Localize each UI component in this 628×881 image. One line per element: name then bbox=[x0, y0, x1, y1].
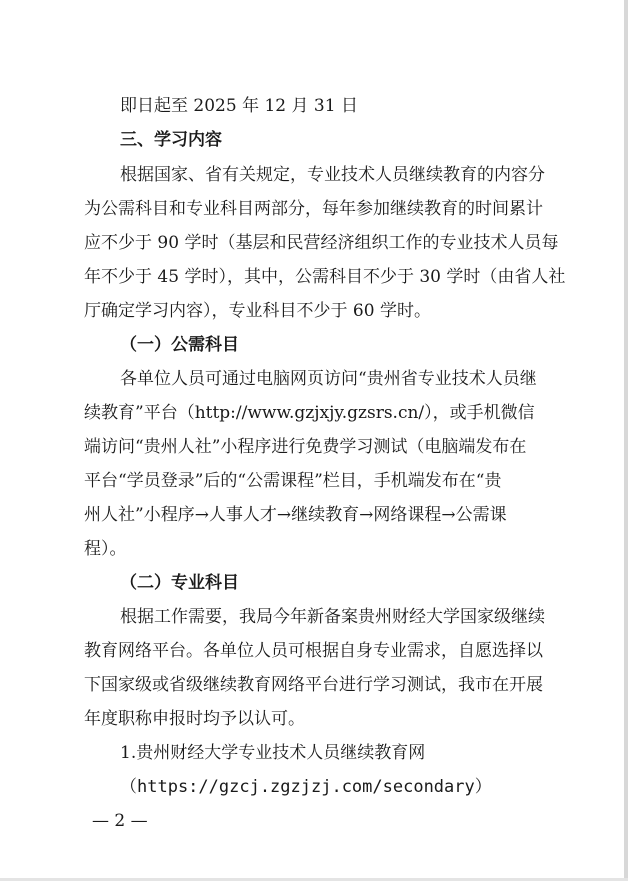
paragraph-line: 端访问“贵州人社”小程序进行免费学习测试（电脑端发布在 bbox=[84, 437, 527, 457]
paragraph-line: 程）。 bbox=[84, 539, 127, 559]
paragraph-line: 根据工作需要，我局今年新备案贵州财经大学国家级继续 bbox=[120, 607, 545, 627]
paragraph-line: 年度职称申报时均予以认可。 bbox=[84, 709, 305, 729]
list-item-title: 1.贵州财经大学专业技术人员继续教育网 bbox=[120, 743, 426, 763]
paragraph-line: 下国家级或省级继续教育网络平台进行学习测试，我市在开展 bbox=[84, 675, 543, 695]
page-number: — 2 — bbox=[92, 811, 148, 831]
paragraph-line: 续教育”平台（http://www.gzjxjy.gzsrs.cn/），或手机微信 bbox=[84, 403, 535, 423]
paragraph-line: 为公需科目和专业科目两部分，每年参加继续教育的时间累计 bbox=[84, 199, 543, 219]
paragraph-line: 各单位人员可通过电脑网页访问“贵州省专业技术人员继 bbox=[120, 369, 537, 389]
date-range-line: 即日起至 2025 年 12 月 31 日 bbox=[120, 96, 358, 116]
paragraph-line: 州人社”小程序→人事人才→继续教育→网络课程→公需课 bbox=[84, 505, 507, 525]
paragraph-line: 应不少于 90 学时（基层和民营经济组织工作的专业技术人员每 bbox=[84, 233, 559, 253]
subheading-public-subjects: （一）公需科目 bbox=[120, 335, 239, 355]
paragraph-line: 厅确定学习内容），专业科目不少于 60 学时。 bbox=[84, 301, 431, 321]
paragraph-line: 根据国家、省有关规定，专业技术人员继续教育的内容分 bbox=[120, 165, 545, 185]
list-item-url: （https://gzcj.zgzjzj.com/secondary） bbox=[120, 777, 492, 797]
section-heading-study-content: 三、学习内容 bbox=[120, 130, 222, 150]
paragraph-line: 年不少于 45 学时），其中，公需科目不少于 30 学时（由省人社 bbox=[84, 267, 566, 287]
page-edge-shadow bbox=[624, 0, 628, 881]
paragraph-line: 平台“学员登录”后的“公需课程”栏目，手机端发布在“贵 bbox=[84, 471, 502, 491]
paragraph-line: 教育网络平台。各单位人员可根据自身专业需求，自愿选择以 bbox=[84, 641, 543, 661]
subheading-professional-subjects: （二）专业科目 bbox=[120, 573, 239, 593]
